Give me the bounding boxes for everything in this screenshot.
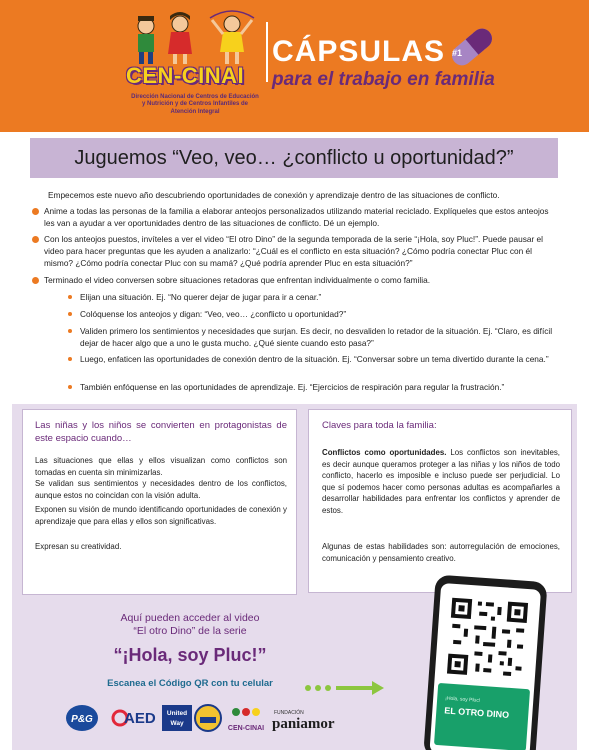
svg-text:AED: AED bbox=[124, 710, 156, 727]
issue-number: #1 bbox=[452, 48, 463, 58]
header-banner bbox=[0, 0, 589, 132]
sub-bullet-icon bbox=[68, 312, 72, 316]
svg-text:FUNDACIÓN: FUNDACIÓN bbox=[274, 710, 304, 716]
protagonists-box bbox=[22, 409, 297, 595]
pg-logo bbox=[66, 705, 98, 731]
family-keys-box bbox=[308, 409, 572, 593]
header-divider bbox=[266, 22, 268, 82]
protagonists-item: Expresan su creatividad. bbox=[35, 542, 122, 551]
protagonists-item: Exponen su visión de mundo identificando oportunidades de conexión y aprendizaje que para ellas y ellos son significativas. bbox=[35, 505, 287, 526]
phone-qr-code[interactable] bbox=[408, 570, 558, 750]
svg-text:Way: Way bbox=[170, 720, 184, 727]
cencinai-small-logo bbox=[228, 708, 264, 732]
united-way-logo bbox=[162, 705, 192, 731]
bullet-icon bbox=[32, 236, 39, 243]
children-figures-icon bbox=[126, 10, 266, 68]
protagonists-heading: Las niñas y los niños se convierten en protagonistas de este espacio cuando… bbox=[35, 420, 287, 444]
government-seal-logo bbox=[195, 705, 221, 731]
svg-text:paniamor: paniamor bbox=[272, 716, 335, 732]
protagonists-item: Las situaciones que ellas y ellos visualizan como conflictos son tomadas en cuenta sin minimizarlas. bbox=[35, 456, 287, 477]
intro-text: Empecemos este nuevo año descubriendo oportunidades de conexión y aprendizaje dentro de las situaciones de conflicto. bbox=[48, 190, 500, 200]
scan-instruction: Escanea el Código QR con tu celular bbox=[107, 678, 273, 689]
bullet-icon bbox=[32, 277, 39, 284]
institution-name: Dirección Nacional de Centros de Educación y Nutrición y de Centros Infantiles de Atención Integral bbox=[131, 94, 259, 115]
family-keys-paragraph: Algunas de estas habilidades son: autorregulación de emociones, comunicación y pensamiento creativo. bbox=[322, 542, 560, 563]
sub-bullet-icon bbox=[68, 329, 72, 333]
svg-text:CEN-CINAI: CEN-CINAI bbox=[227, 725, 265, 732]
arrow-right-icon bbox=[304, 680, 386, 696]
paniamor-logo bbox=[272, 709, 335, 732]
sponsor-logos bbox=[64, 700, 364, 740]
title-bar bbox=[30, 138, 558, 178]
protagonists-item: Se validan sus sentimientos y necesidades dentro de los conflictos, aunque estos no coincidan con la visión adulta. bbox=[35, 479, 287, 500]
bullet-icon bbox=[32, 208, 39, 215]
video-access-text: Aquí pueden acceder al video “El otro Dino” de la serie bbox=[120, 612, 260, 637]
family-keys-heading: Claves para toda la familia: bbox=[322, 420, 437, 431]
cencinai-logo: CEN-CINAI bbox=[126, 63, 245, 88]
sub-bullet-icon bbox=[68, 357, 72, 361]
svg-text:¡Hola, soy Pluc!: ¡Hola, soy Pluc! bbox=[445, 695, 481, 704]
series-name: “¡Hola, soy Pluc!” bbox=[113, 645, 267, 665]
page-title: CÁPSULAS bbox=[272, 35, 446, 68]
aed-logo bbox=[113, 710, 156, 727]
svg-text:EL OTRO DINO: EL OTRO DINO bbox=[444, 705, 510, 720]
svg-text:United: United bbox=[166, 710, 188, 717]
sub-bullet-icon bbox=[68, 295, 72, 299]
sub-bullet-icon bbox=[68, 385, 72, 389]
page-subtitle: para el trabajo en familia bbox=[272, 69, 495, 90]
svg-text:P&G: P&G bbox=[71, 714, 93, 725]
activity-title: Juguemos “Veo, veo… ¿conflicto u oportunidad?” bbox=[74, 147, 514, 169]
family-keys-paragraph: Conflictos como oportunidades. Los conflictos son inevitables, es decir aunque queramos proteger a las niñas y los niños de todo conflicto, hacerlo es imposible e incluso puede ser perjudicial. Lo que sí podemos hacer como personas adultas es acompañarles a desarrollar habilidades para enfrentar los conflictos y aprender de estos. bbox=[322, 448, 560, 515]
